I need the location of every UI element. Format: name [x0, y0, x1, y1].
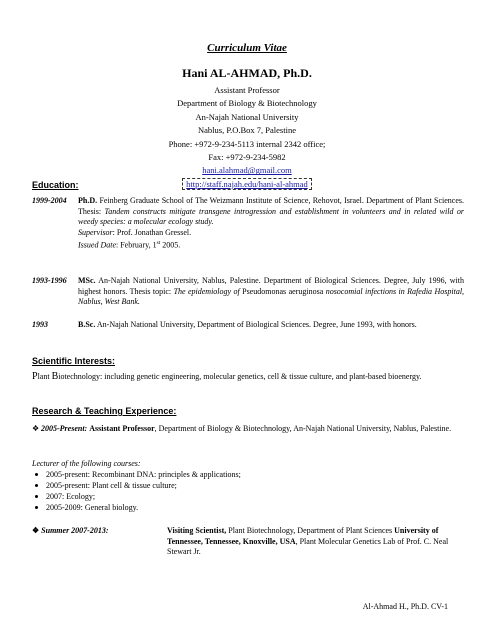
- organism-name: Pseudomonas aeruginosa: [242, 286, 324, 296]
- issued-date: : February, 1: [116, 241, 157, 251]
- courses-header: Lecturer of the following courses:: [32, 459, 141, 468]
- page-footer: Al-Ahmad H., Ph.D. CV-1: [362, 602, 448, 611]
- document-title: Curriculum Vitae: [207, 42, 287, 54]
- visiting-lab: , Plant Molecular Genetics Lab of Prof. C. Neal Stewart Jr.: [167, 536, 449, 557]
- job-title: Assistant Professor: [214, 85, 280, 95]
- contact-block: [0, 84, 494, 191]
- interests-cap-b: B: [51, 371, 59, 382]
- education-heading: Education:: [32, 180, 79, 190]
- entry-degree: Ph.D.: [78, 196, 98, 205]
- diamond-bullet-icon: ❖: [32, 526, 40, 535]
- entry-text: An-Najah National University, Department of Biological Sciences. Degree, June 1993, with honors.: [96, 320, 417, 329]
- position-period: 2005-Present:: [41, 424, 88, 433]
- course-item: 2005-2009: General biology.: [32, 502, 464, 513]
- issued-date-suffix: st: [156, 240, 161, 247]
- supervisor-name: : Prof. Jonathan Gressel.: [112, 227, 192, 237]
- website-link[interactable]: http://staff.najah.edu/hani-al-ahmad: [182, 178, 312, 190]
- supervisor-label: Supervisor: [78, 227, 113, 237]
- visiting-role: Visiting Scientist,: [167, 526, 227, 535]
- course-item: 2005-present: Recombinant DNA: principles & applications;: [32, 469, 464, 480]
- thesis-title-rest: nosocomial infections in Rafedia Hospital, Nablus, West Bank.: [78, 286, 465, 307]
- interests-body: iotechnology: including genetic engineering, molecular genetics, cell & tissue culture, and plant-based bioenergy.: [58, 372, 422, 381]
- thesis-title: Tandem constructs mitigate transgene introgression and establishment in volunteers and in related wild or weedy species: a molecular ecology study.: [78, 206, 464, 227]
- education-entry-phd: [32, 196, 464, 252]
- entry-text: Feinberg Graduate School of The Weizmann Institute of Science, Rehovot, Israel. Department of Plant Sciences. Thesis:: [78, 196, 465, 216]
- issued-year: 2005.: [160, 241, 181, 251]
- diamond-bullet-icon: ❖: [32, 424, 40, 433]
- course-item: 2007: Ecology;: [32, 491, 464, 502]
- interests-heading: Scientific Interests:: [32, 356, 116, 366]
- interests-cap-p: P: [32, 371, 38, 382]
- entry-years: 1993-1996: [32, 276, 67, 285]
- research-heading: Research & Teaching Experience:: [32, 406, 177, 416]
- visiting-period: Summer 2007-2013:: [41, 526, 109, 535]
- entry-degree: MSc.: [78, 276, 96, 285]
- entry-degree: B.Sc.: [78, 320, 96, 329]
- education-entry-msc: [32, 276, 464, 308]
- person-name: Hani AL-AHMAD, Ph.D.: [182, 66, 312, 80]
- interests-lant: lant: [37, 372, 52, 381]
- entry-years: 1993: [32, 320, 48, 329]
- course-item: 2005-present: Plant cell & tissue culture;: [32, 480, 464, 491]
- entry-years: 1999-2004: [32, 196, 67, 205]
- visiting-text: Plant Biotechnology, Department of Plant Sciences: [226, 526, 393, 535]
- issued-label: Issued Date: [78, 241, 116, 251]
- interests-text: [32, 372, 464, 383]
- visiting-university: University of Tennessee, Tennessee, Knoxville, USA: [167, 526, 439, 546]
- department: Department of Biology & Biotechnology: [177, 98, 317, 109]
- address: Nablus, P.O.Box 7, Palestine: [198, 125, 296, 136]
- position-role: Assistant Professor: [89, 424, 155, 433]
- thesis-title: The epidemiology of: [173, 286, 240, 296]
- research-visiting-position: [32, 526, 464, 558]
- phone: Phone: +972-9-234-5113 internal 2342 office;: [168, 138, 326, 149]
- university: An-Najah National University: [195, 111, 299, 122]
- entry-text: An-Najah National University, Nablus, Palestine. Department of Biological Sciences. Degree, July 1996, with highest honors. Thesis topic:: [78, 276, 464, 296]
- fax: Fax: +972-9-234-5982: [208, 152, 286, 163]
- courses-list: [32, 458, 464, 513]
- education-entry-bsc: [32, 320, 464, 331]
- position-text: , Department of Biology & Biotechnology, An-Najah National University, Nablus, Palestine.: [154, 424, 452, 433]
- email-link[interactable]: hani.alahmad@gmail.com: [202, 165, 292, 176]
- research-current-position: [32, 424, 464, 435]
